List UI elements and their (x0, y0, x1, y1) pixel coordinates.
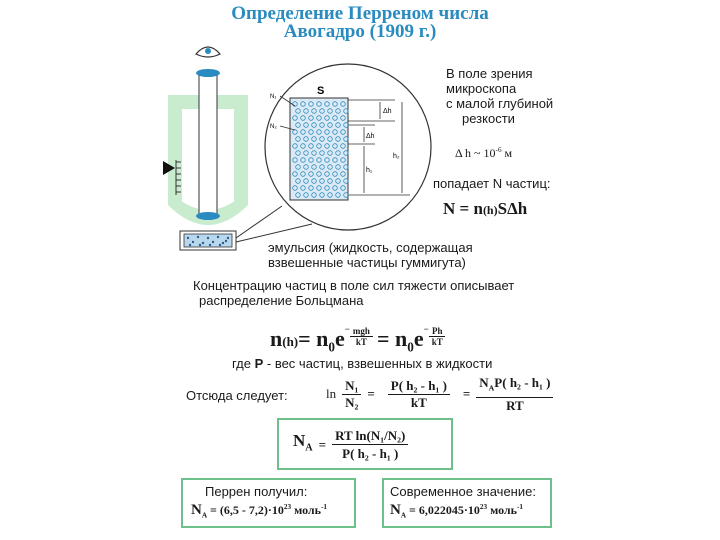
boltzmann-exp2-num: Ph (429, 326, 446, 337)
n-formula-eq: = (459, 199, 470, 218)
perrin-result-box (181, 478, 356, 528)
label-h2: h₂ (393, 153, 400, 160)
boltzmann-intro (193, 278, 514, 308)
dh-value-prefix: Δ h ~ 10 (455, 146, 496, 160)
modern-sub: A (400, 511, 407, 520)
cell-label-s: S (317, 85, 325, 97)
modern-n: N (390, 502, 401, 518)
label-n1: N₁ (270, 94, 277, 100)
na-frac-den: P( h₂ - h₁ ) (342, 446, 399, 461)
perrin-sub: A (201, 511, 208, 520)
hence-frac3-den: RT (506, 397, 524, 413)
boltzmann-exp2-den: kT (431, 337, 443, 347)
where-text (232, 356, 492, 371)
boltzmann-eq1: = n (298, 326, 329, 351)
hence-frac2-num: P( h₂ - h₁ ) (388, 378, 450, 395)
boltzmann-minus2: − (423, 324, 429, 334)
perrin-num: = (6,5 - 7,2)·10 (207, 503, 284, 517)
emulsion-caption-line-1: эмульсия (жидкость, содержащая (268, 240, 473, 255)
boltzmann-exp1-num: mgh (350, 326, 373, 337)
microscope-note-line-3: с малой глубиной (446, 96, 554, 111)
title-line-2: Авогадро (1909 г.) (283, 21, 437, 42)
boltzmann-exp1 (350, 326, 373, 347)
modern-unit-exp: -1 (517, 503, 524, 511)
title-line-1: Определение Перреном числа (231, 3, 489, 24)
where-prefix: где (232, 356, 255, 371)
emulsion-cell (180, 231, 236, 250)
hence-formula (326, 375, 553, 414)
microscope-note-line-4: резкости (462, 111, 515, 126)
boltzmann-e2: e (413, 326, 424, 351)
particles-text: попадает N частиц: (433, 176, 551, 191)
hence-frac1-den: N₂ (345, 394, 359, 410)
hence-frac3 (476, 375, 553, 414)
boltzmann-eq2: = n (376, 326, 408, 351)
boltzmann-h: (h) (282, 334, 299, 349)
hence-label: Отсюда следует: (186, 388, 288, 403)
hence-ln: ln (326, 386, 337, 402)
n-formula-h: (h) (482, 203, 498, 217)
emulsion-caption (268, 240, 473, 270)
hence-frac3-rest: P( h₂ - h₁ ) (494, 375, 551, 390)
perrin-n: N (191, 502, 202, 518)
boltzmann-exp2 (429, 326, 446, 347)
hence-eq2: = (462, 386, 471, 402)
na-frac (332, 427, 408, 462)
na-formula (293, 427, 408, 462)
na-lhs-sub: A (305, 442, 313, 454)
eye-icon (196, 47, 220, 57)
boltzmann-minus1: − (344, 324, 350, 334)
modern-unit: моль (487, 503, 518, 517)
magnified-view (236, 64, 431, 242)
hence-eq1: = (367, 386, 375, 402)
boltzmann-intro-line-2: распределение Больцмана (199, 293, 364, 308)
modern-result-box (382, 478, 552, 528)
label-h1: h₁ (366, 167, 373, 174)
na-formula-box (277, 418, 453, 470)
microscope-note-line-2: микроскопа (446, 81, 517, 96)
label-n2: N₂ (270, 124, 277, 130)
boltzmann-exp1-den: kT (355, 337, 367, 347)
boltzmann-sub0: 0 (328, 339, 336, 355)
dh-value (455, 146, 512, 161)
dh-value-exp: -6 (495, 146, 502, 154)
na-eq: = (318, 437, 327, 452)
where-p: P (254, 356, 264, 371)
where-rest: - вес частиц, взвешенных в жидкости (263, 356, 493, 371)
boltzmann-sub0b: 0 (407, 339, 414, 355)
hence-frac3-sub: A (488, 383, 495, 393)
perrin-label: Перрен получил: (205, 484, 308, 499)
perrin-unit: моль (291, 503, 321, 517)
hence-frac1 (342, 378, 361, 411)
na-lhs: N (293, 431, 306, 451)
n-formula-tail: SΔh (497, 199, 528, 218)
modern-label: Современное значение: (390, 484, 536, 499)
n-formula-lhs: N (443, 199, 456, 218)
perrin-value (191, 502, 327, 519)
perrin-exp: 23 (283, 503, 292, 511)
label-dh-lower: Δh (366, 133, 375, 140)
boltzmann-intro-line-1: Концентрацию частиц в поле сил тяжести описывает (193, 278, 515, 293)
modern-num: = 6,022045·10 (406, 503, 480, 517)
boltzmann-n: n (270, 326, 283, 351)
hence-frac1-num: N₁ (342, 378, 361, 395)
microscope-tube (196, 69, 220, 220)
hence-frac3-n: N (479, 375, 489, 390)
microscope-note (446, 66, 553, 126)
n-formula (443, 199, 527, 219)
boltzmann-e1: e (335, 326, 345, 351)
label-dh-upper: Δh (383, 108, 392, 115)
dh-value-unit: м (501, 146, 513, 160)
modern-exp: 23 (479, 503, 488, 511)
modern-value (390, 502, 523, 519)
hence-frac2 (381, 378, 457, 411)
perrin-unit-exp: -1 (321, 503, 327, 511)
na-frac-num: RT ln(N₁/N₂) (332, 427, 408, 445)
microscope-note-line-1: В поле зрения (446, 66, 533, 81)
hence-frac2-den: kT (410, 394, 427, 410)
n-formula-n: n (473, 199, 483, 218)
emulsion-caption-line-2: взвешенные частицы гуммигута) (268, 255, 466, 270)
